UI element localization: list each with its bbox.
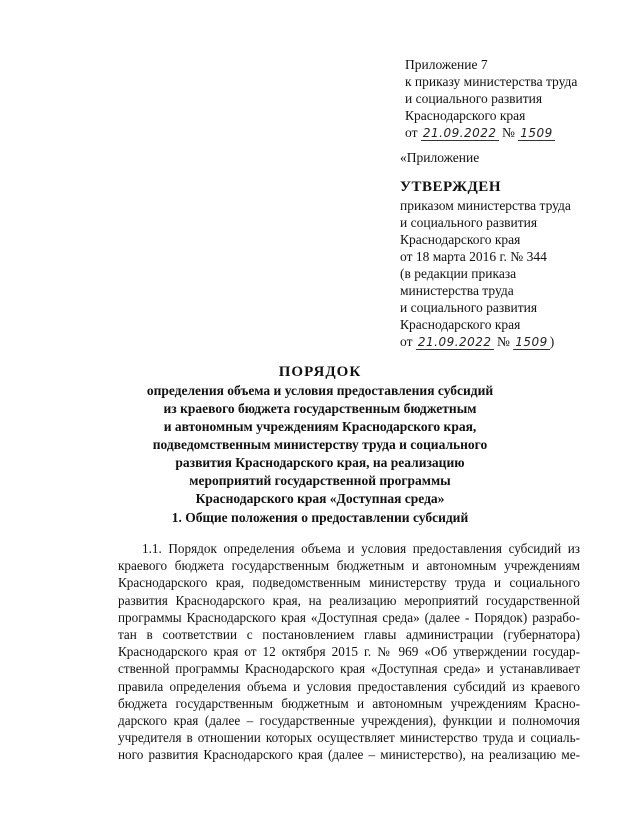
approval-line: министерства труда: [400, 283, 514, 298]
approval-line: (в редакции приказа: [400, 266, 517, 281]
body-line: краевого бюджета государственным бюджетным и автономным учреждениям: [118, 558, 580, 574]
attachment-line: Краснодарского края: [405, 108, 526, 123]
body-line: программы Краснодарского края «Доступная среда» (далее - Порядок) разрабо-: [118, 609, 580, 625]
body-line: тан в соответствии с постановлением главы администрации (губернатора): [118, 627, 580, 643]
title-line: Краснодарского края «Доступная среда»: [195, 491, 445, 506]
title-main: ПОРЯДОК: [278, 364, 362, 380]
title-line: из краевого бюджета государственным бюджетным: [163, 401, 477, 416]
approval-line: и социального развития: [400, 215, 538, 230]
approval-title: УТВЕРЖДЕН: [400, 179, 501, 195]
body-line: развития Краснодарского края, на реализацию мероприятий государственной: [118, 592, 580, 608]
body-line: учредителя в отношении которых осуществляет министерство труда и социаль-: [118, 730, 580, 746]
number-prefix: №: [496, 334, 510, 349]
prilozhenie-label: «Приложение: [400, 150, 480, 165]
title-line: и автономным учреждениям Краснодарского края,: [163, 419, 477, 434]
body-line: ного развития Краснодарского края (далее – министерство), на реализацию ме-: [118, 747, 580, 763]
date-prefix: от: [400, 334, 413, 349]
body-line: ственной программы Краснодарского края «Доступная среда» и устанавливает: [118, 661, 580, 677]
attachment-date-line: [405, 124, 577, 141]
approval-line: приказом министерства труда: [400, 198, 571, 213]
number-prefix: №: [501, 125, 515, 140]
closing-paren: ): [549, 334, 555, 349]
approval-line: Краснодарского края: [400, 232, 521, 247]
handwritten-number: 1509: [520, 126, 553, 140]
approval-line: и социального развития: [400, 300, 538, 315]
attachment-line: к приказу министерства труда: [405, 74, 578, 89]
title-line: развития Краснодарского края, на реализацию: [175, 455, 465, 470]
body-paragraph: [118, 540, 580, 764]
handwritten-date: 21.09.2022: [417, 335, 492, 349]
body-line: Краснодарского края, подведомственным министерству труда и социального: [118, 575, 580, 591]
section-heading: 1. Общие положения о предоставлении субсидий: [171, 510, 469, 525]
date-prefix: от: [405, 125, 418, 140]
body-line: бюджета государственным бюджетным и автономным учреждениям Красно-: [118, 695, 580, 711]
attachment-line: и социального развития: [405, 91, 543, 106]
body-line: 1.1. Порядок определения объема и условия предоставления субсидий из: [142, 541, 580, 556]
attachment-header: [405, 56, 577, 141]
approval-date-line: [400, 333, 571, 350]
handwritten-number: 1509: [515, 335, 548, 349]
attachment-line: Приложение 7: [405, 57, 488, 72]
body-line: Краснодарского края от 12 октября 2015 г. № 969 «Об утверждении государ-: [118, 644, 580, 660]
title-line: определения объема и условия предоставления субсидий: [146, 383, 494, 398]
approval-block: [400, 178, 571, 350]
document-title: [0, 362, 640, 508]
approval-line: от 18 марта 2016 г. № 344: [400, 249, 547, 264]
body-line: дарского края (далее – государственные учреждения), функции и полномочия: [118, 713, 580, 729]
approval-line: Краснодарского края: [400, 317, 521, 332]
body-line: правила определения объема и условия предоставления субсидий из краевого: [118, 678, 580, 694]
handwritten-date: 21.09.2022: [422, 126, 497, 140]
title-line: подведомственным министерству труда и социального: [152, 437, 488, 452]
title-line: мероприятий государственной программы: [189, 473, 451, 488]
